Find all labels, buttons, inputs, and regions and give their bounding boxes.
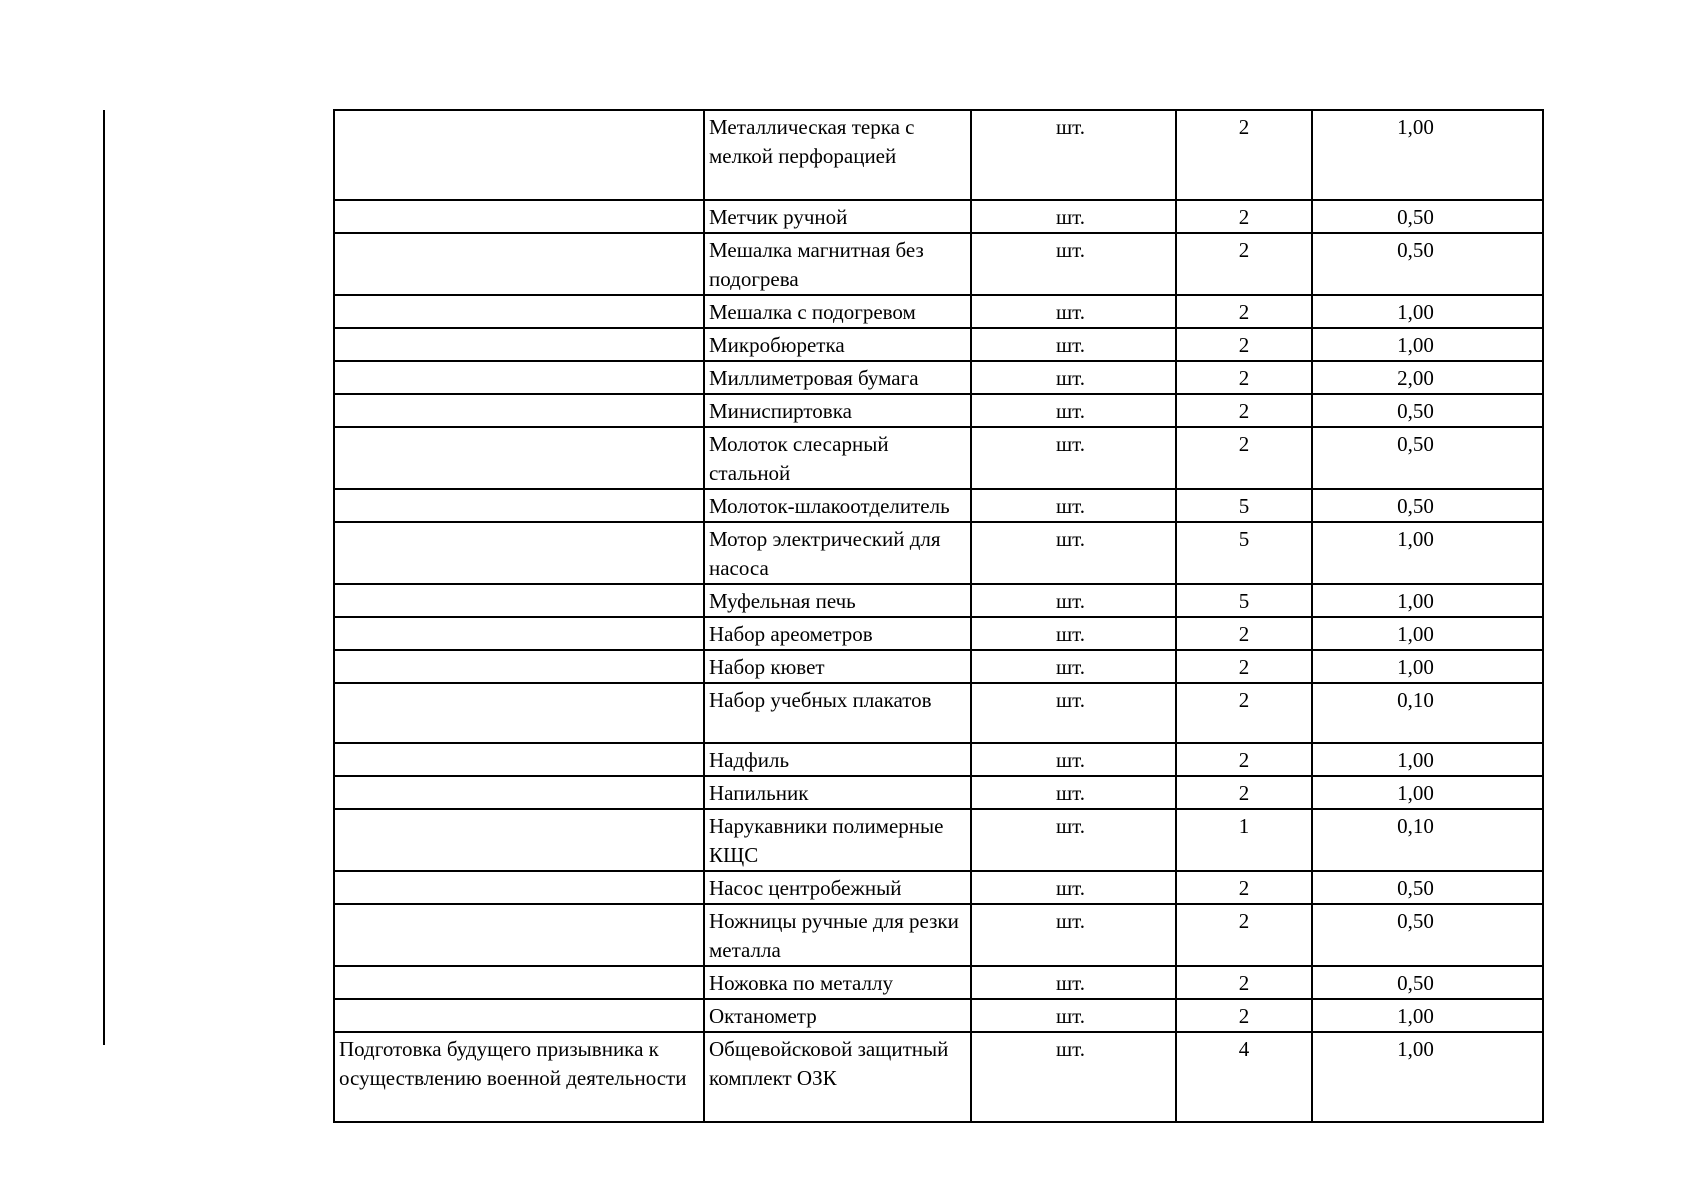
item-name-cell: [704, 427, 971, 489]
unit-cell-text: шт.: [1055, 432, 1086, 456]
item-name-cell: [704, 871, 971, 904]
quantity-cell-text: 2: [1238, 300, 1250, 324]
quantity-cell-text: 2: [1238, 399, 1250, 423]
item-name-cell-text: Насос центробежный: [709, 876, 902, 900]
item-name-cell-text: Надфиль: [709, 748, 790, 772]
quantity-cell: [1176, 522, 1312, 584]
unit-cell: [971, 584, 1176, 617]
norm-cell: [1312, 1032, 1543, 1122]
unit-cell: [971, 743, 1176, 776]
page-margin-line: [103, 110, 105, 1045]
norm-cell: [1312, 489, 1543, 522]
norm-cell-text: 1,00: [1397, 655, 1434, 679]
table-row: [334, 584, 1543, 617]
section-cell: [334, 743, 704, 776]
norm-cell-text: 0,50: [1397, 399, 1434, 423]
item-name-cell-text: Молоток-шлакоотделитель: [709, 494, 950, 518]
table-row: [334, 295, 1543, 328]
norm-cell-text: 1,00: [1397, 589, 1434, 613]
table-row: [334, 394, 1543, 427]
unit-cell: [971, 904, 1176, 966]
item-name-cell-text: Муфельная печь: [709, 589, 856, 613]
item-name-cell: [704, 650, 971, 683]
unit-cell: [971, 683, 1176, 743]
table-row: [334, 904, 1543, 966]
section-cell: [334, 427, 704, 489]
unit-cell: [971, 650, 1176, 683]
item-name-cell: [704, 522, 971, 584]
quantity-cell-text: 4: [1238, 1037, 1250, 1061]
unit-cell: [971, 394, 1176, 427]
unit-cell: [971, 489, 1176, 522]
unit-cell-text: шт.: [1055, 1037, 1086, 1061]
norm-cell-text: 0,50: [1397, 238, 1434, 262]
section-cell: [334, 361, 704, 394]
item-name-cell-text: Миллиметровая бумага: [709, 366, 919, 390]
unit-cell: [971, 233, 1176, 295]
unit-cell-text: шт.: [1055, 366, 1086, 390]
table-row: [334, 200, 1543, 233]
section-cell: [334, 776, 704, 809]
unit-cell-text: шт.: [1055, 238, 1086, 262]
quantity-cell: [1176, 295, 1312, 328]
quantity-cell: [1176, 427, 1312, 489]
quantity-cell-text: 2: [1238, 781, 1250, 805]
quantity-cell: [1176, 776, 1312, 809]
unit-cell: [971, 361, 1176, 394]
unit-cell: [971, 1032, 1176, 1122]
unit-cell: [971, 110, 1176, 200]
item-name-cell: [704, 295, 971, 328]
unit-cell: [971, 871, 1176, 904]
norm-cell: [1312, 200, 1543, 233]
section-cell: [334, 650, 704, 683]
norm-cell-text: 0,50: [1397, 971, 1434, 995]
item-name-cell-text: Нарукавники полимерные КЩС: [709, 814, 944, 867]
quantity-cell-text: 2: [1238, 909, 1250, 933]
quantity-cell: [1176, 999, 1312, 1032]
table-row: [334, 617, 1543, 650]
unit-cell: [971, 328, 1176, 361]
table-row: [334, 1032, 1543, 1122]
section-cell: [334, 394, 704, 427]
table-row: [334, 233, 1543, 295]
quantity-cell: [1176, 683, 1312, 743]
item-name-cell: [704, 809, 971, 871]
table-row: [334, 427, 1543, 489]
section-cell-text: Подготовка будущего призывника к осуществлению военной деятельности: [339, 1037, 687, 1090]
norm-cell: [1312, 394, 1543, 427]
unit-cell-text: шт.: [1055, 115, 1086, 139]
table-row: [334, 809, 1543, 871]
item-name-cell-text: Октанометр: [709, 1004, 817, 1028]
unit-cell-text: шт.: [1055, 748, 1086, 772]
norm-cell-text: 1,00: [1397, 333, 1434, 357]
norm-cell-text: 2,00: [1397, 366, 1434, 390]
item-name-cell: [704, 394, 971, 427]
norm-cell: [1312, 999, 1543, 1032]
quantity-cell: [1176, 110, 1312, 200]
quantity-cell-text: 2: [1238, 432, 1250, 456]
unit-cell: [971, 427, 1176, 489]
quantity-cell-text: 2: [1238, 622, 1250, 646]
section-cell: [334, 683, 704, 743]
quantity-cell-text: 2: [1238, 655, 1250, 679]
norm-cell: [1312, 617, 1543, 650]
unit-cell-text: шт.: [1055, 876, 1086, 900]
norm-cell-text: 0,50: [1397, 909, 1434, 933]
quantity-cell-text: 2: [1238, 115, 1250, 139]
norm-cell: [1312, 776, 1543, 809]
equipment-table-body: [334, 110, 1543, 1122]
unit-cell-text: шт.: [1055, 1004, 1086, 1028]
norm-cell: [1312, 809, 1543, 871]
quantity-cell: [1176, 1032, 1312, 1122]
unit-cell-text: шт.: [1055, 688, 1086, 712]
quantity-cell: [1176, 361, 1312, 394]
section-cell: [334, 871, 704, 904]
norm-cell: [1312, 871, 1543, 904]
unit-cell-text: шт.: [1055, 971, 1086, 995]
table-row: [334, 361, 1543, 394]
item-name-cell: [704, 200, 971, 233]
item-name-cell-text: Напильник: [709, 781, 809, 805]
section-cell: [334, 999, 704, 1032]
norm-cell-text: 1,00: [1397, 622, 1434, 646]
quantity-cell: [1176, 650, 1312, 683]
norm-cell: [1312, 966, 1543, 999]
norm-cell: [1312, 743, 1543, 776]
quantity-cell-text: 2: [1238, 876, 1250, 900]
unit-cell-text: шт.: [1055, 300, 1086, 324]
table-row: [334, 999, 1543, 1032]
norm-cell: [1312, 904, 1543, 966]
table-row: [334, 776, 1543, 809]
quantity-cell: [1176, 871, 1312, 904]
item-name-cell: [704, 617, 971, 650]
item-name-cell-text: Мешалка с подогревом: [709, 300, 916, 324]
section-cell: [334, 617, 704, 650]
section-cell: [334, 489, 704, 522]
item-name-cell: [704, 489, 971, 522]
norm-cell-text: 0,10: [1397, 814, 1434, 838]
equipment-table: [333, 109, 1544, 1123]
norm-cell-text: 0,50: [1397, 432, 1434, 456]
item-name-cell-text: Ножницы ручные для резки металла: [709, 909, 959, 962]
norm-cell-text: 1,00: [1397, 1004, 1434, 1028]
norm-cell: [1312, 522, 1543, 584]
item-name-cell: [704, 776, 971, 809]
quantity-cell-text: 5: [1238, 494, 1250, 518]
table-row: [334, 683, 1543, 743]
norm-cell-text: 0,50: [1397, 876, 1434, 900]
norm-cell-text: 0,50: [1397, 205, 1434, 229]
table-row: [334, 110, 1543, 200]
norm-cell-text: 1,00: [1397, 527, 1434, 551]
norm-cell-text: 1,00: [1397, 748, 1434, 772]
unit-cell: [971, 522, 1176, 584]
norm-cell: [1312, 233, 1543, 295]
unit-cell-text: шт.: [1055, 655, 1086, 679]
unit-cell: [971, 966, 1176, 999]
item-name-cell-text: Металлическая терка с мелкой перфорацией: [709, 115, 915, 168]
quantity-cell-text: 2: [1238, 333, 1250, 357]
item-name-cell-text: Мотор электрический для насоса: [709, 527, 941, 580]
unit-cell-text: шт.: [1055, 399, 1086, 423]
item-name-cell-text: Мешалка магнитная без подогрева: [709, 238, 924, 291]
unit-cell-text: шт.: [1055, 622, 1086, 646]
table-row: [334, 328, 1543, 361]
unit-cell: [971, 617, 1176, 650]
unit-cell: [971, 776, 1176, 809]
quantity-cell: [1176, 328, 1312, 361]
section-cell: [334, 522, 704, 584]
section-cell: [334, 110, 704, 200]
quantity-cell: [1176, 200, 1312, 233]
quantity-cell-text: 2: [1238, 205, 1250, 229]
quantity-cell-text: 2: [1238, 971, 1250, 995]
norm-cell-text: 1,00: [1397, 115, 1434, 139]
norm-cell: [1312, 683, 1543, 743]
norm-cell-text: 1,00: [1397, 1037, 1434, 1061]
unit-cell: [971, 999, 1176, 1032]
quantity-cell: [1176, 394, 1312, 427]
item-name-cell: [704, 233, 971, 295]
item-name-cell: [704, 328, 971, 361]
item-name-cell: [704, 904, 971, 966]
quantity-cell-text: 2: [1238, 366, 1250, 390]
unit-cell-text: шт.: [1055, 781, 1086, 805]
item-name-cell-text: Общевойсковой защитный комплект ОЗК: [709, 1037, 949, 1090]
item-name-cell-text: Набор ареометров: [709, 622, 873, 646]
section-cell: [334, 328, 704, 361]
quantity-cell-text: 1: [1238, 814, 1250, 838]
item-name-cell: [704, 999, 971, 1032]
item-name-cell: [704, 110, 971, 200]
section-cell: [334, 584, 704, 617]
norm-cell: [1312, 650, 1543, 683]
quantity-cell-text: 2: [1238, 238, 1250, 262]
quantity-cell-text: 2: [1238, 1004, 1250, 1028]
item-name-cell-text: Метчик ручной: [709, 205, 848, 229]
section-cell: [334, 1032, 704, 1122]
item-name-cell-text: Набор учебных плакатов: [709, 688, 932, 712]
quantity-cell-text: 5: [1238, 589, 1250, 613]
unit-cell-text: шт.: [1055, 909, 1086, 933]
norm-cell-text: 0,50: [1397, 494, 1434, 518]
unit-cell-text: шт.: [1055, 494, 1086, 518]
norm-cell-text: 0,10: [1397, 688, 1434, 712]
section-cell: [334, 904, 704, 966]
table-row: [334, 743, 1543, 776]
item-name-cell-text: Набор кювет: [709, 655, 825, 679]
quantity-cell-text: 5: [1238, 527, 1250, 551]
unit-cell-text: шт.: [1055, 205, 1086, 229]
unit-cell-text: шт.: [1055, 527, 1086, 551]
quantity-cell: [1176, 617, 1312, 650]
norm-cell: [1312, 427, 1543, 489]
section-cell: [334, 295, 704, 328]
quantity-cell: [1176, 233, 1312, 295]
unit-cell-text: шт.: [1055, 333, 1086, 357]
item-name-cell: [704, 1032, 971, 1122]
table-row: [334, 522, 1543, 584]
norm-cell: [1312, 295, 1543, 328]
norm-cell: [1312, 361, 1543, 394]
unit-cell-text: шт.: [1055, 814, 1086, 838]
unit-cell: [971, 809, 1176, 871]
section-cell: [334, 966, 704, 999]
norm-cell: [1312, 328, 1543, 361]
norm-cell: [1312, 110, 1543, 200]
quantity-cell-text: 2: [1238, 688, 1250, 712]
unit-cell: [971, 200, 1176, 233]
table-row: [334, 966, 1543, 999]
quantity-cell: [1176, 966, 1312, 999]
quantity-cell: [1176, 584, 1312, 617]
unit-cell: [971, 295, 1176, 328]
section-cell: [334, 233, 704, 295]
item-name-cell: [704, 966, 971, 999]
quantity-cell: [1176, 904, 1312, 966]
item-name-cell-text: Ножовка по металлу: [709, 971, 893, 995]
table-row: [334, 489, 1543, 522]
item-name-cell: [704, 743, 971, 776]
item-name-cell: [704, 584, 971, 617]
item-name-cell: [704, 683, 971, 743]
section-cell: [334, 200, 704, 233]
section-cell: [334, 809, 704, 871]
quantity-cell: [1176, 809, 1312, 871]
norm-cell: [1312, 584, 1543, 617]
table-row: [334, 871, 1543, 904]
item-name-cell-text: Молоток слесарный стальной: [709, 432, 889, 485]
quantity-cell: [1176, 489, 1312, 522]
quantity-cell-text: 2: [1238, 748, 1250, 772]
item-name-cell: [704, 361, 971, 394]
item-name-cell-text: Миниспиртовка: [709, 399, 852, 423]
norm-cell-text: 1,00: [1397, 300, 1434, 324]
unit-cell-text: шт.: [1055, 589, 1086, 613]
norm-cell-text: 1,00: [1397, 781, 1434, 805]
quantity-cell: [1176, 743, 1312, 776]
table-row: [334, 650, 1543, 683]
item-name-cell-text: Микробюретка: [709, 333, 845, 357]
